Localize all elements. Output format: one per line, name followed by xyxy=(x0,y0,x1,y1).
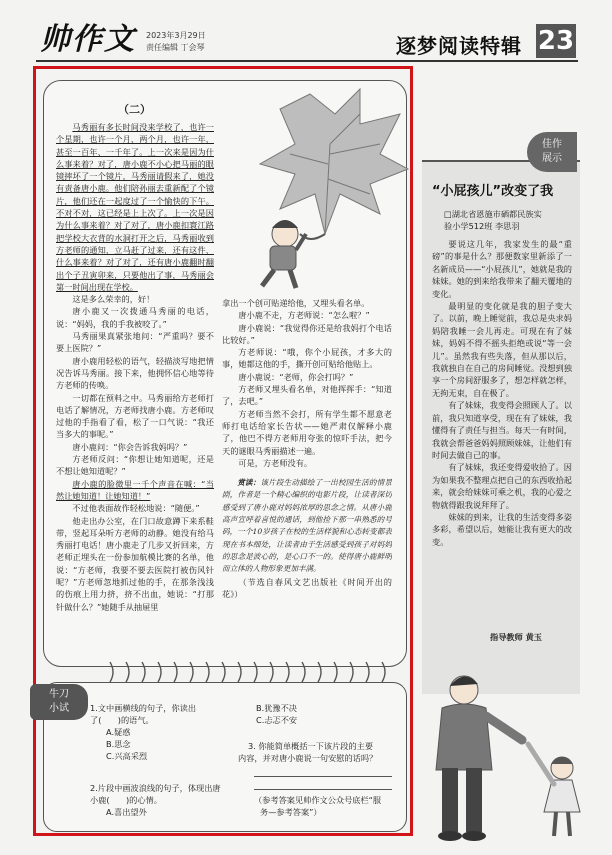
note-label: 赏读： xyxy=(237,478,261,488)
section-title: 逐梦阅读特辑 xyxy=(396,34,522,58)
essay-title: “小屁孩儿”改变了我 xyxy=(432,184,554,199)
essay-byline xyxy=(444,208,576,232)
question-1-line: 了( )的语气。 xyxy=(90,715,154,725)
exercise-tag xyxy=(30,684,88,720)
story-paragraph: 马秀丽果真紧张地问：“严重吗？要不要上医院？” xyxy=(56,331,214,354)
spacer xyxy=(90,762,240,782)
byline-line: 验小学512班 李思羽 xyxy=(444,221,520,231)
story-paragraph: 不过他表面故作轻松地说：“随便。” xyxy=(72,503,200,514)
answer-line[interactable] xyxy=(254,764,392,777)
essay-paragraph: 有了妹妹，我还变得爱收拾了。因为如果我不整理点把自己的东西收拾起来，就会给妹妹可乘之机，我的心爱之物就得跟我说拜拜了。 xyxy=(432,462,572,510)
question-1-option: C.兴高采烈 xyxy=(106,751,148,761)
story-paragraph: 方老师说：“哦，你个小屁孩，才多大的事，她都这他的手，撕开创可贴给他贴上。 xyxy=(222,347,392,370)
exercise-column-right xyxy=(238,702,398,818)
question-2-option: A.喜出望外 xyxy=(106,807,147,817)
story-paragraph: 马秀丽有多长时间没来学校了，也许一个星期，也许一个月，两个月，也许一年，甚至一百年、一千年了。上一次来是因为什么事来着？对了，唐小鹿不小心把马丽的眼镜摔坏了一个镜片，马秀丽请假来了，她没有责备唐小鹿。他们陪孙丽去重新配了个镜片，他们还在一起度过了一个愉快的下午。不对不对，这已经是上上次了。上一次是因为什么事来着？对了对了，唐小鹿扣寰江路把学校大衣背的水洞打开之后，马秀丽收到方老师的通知，立马赶了过来，还有这件，什么事来着？对了对了，还有唐小鹿翻时翻出个子丑寅卯来，只要他出了事，马秀丽会第一时间出现在学校。 xyxy=(56,122,214,292)
story-paragraph: 拿出一个创可贴递给他，又埋头看名单。 xyxy=(222,298,370,308)
issue-date: 2023年3月29日 xyxy=(146,31,206,40)
essay-paragraph: 妹妹的到来，让我的生活变得多姿多彩，希望以后，她能让我有更大的改变。 xyxy=(432,511,572,547)
essay-paragraph: 最明显的变化就是我的胆子变大了。以前，晚上睡觉前，我总是央求妈妈陪我睡一会儿再走。可现在有了妹妹，妈妈不得不摇头拒绝或说“等一会儿”。虽然我有些失落，但从那以后，我就独自在自己的房间睡觉。没想到独享一个房间舒服多了，想怎样就怎样，无拘无束，自在极了。 xyxy=(432,301,572,398)
page-number: 23 xyxy=(537,26,575,56)
story-paragraph: 唐小鹿问：“你会告诉我妈吗？” xyxy=(72,441,188,452)
header-divider xyxy=(36,60,578,62)
story-title: （二） xyxy=(118,103,151,116)
story-paragraph: 方老师又埋头看名单，对他挥挥手：“知道了，去吧。” xyxy=(222,384,392,407)
answer-note: 务—参考答案”） xyxy=(260,807,322,817)
essay-paragraph: 要说这几年，我家发生的最“重磅”的事是什么？那便数家里新添了一名新成员——“小屁孩儿”，她就是我的妹妹。她的到来给我带来了翻天覆地的变化。 xyxy=(432,239,572,299)
question-1-option: A.疑惑 xyxy=(106,727,131,737)
story-paragraph: 方老师反问：“你想让她知道呢，还是不想让她知道呢？” xyxy=(56,454,214,477)
story-paragraph: 唐小鹿用轻松的语气，轻描淡写地把情况告诉马秀丽。接下来，他拥怀信心地等待方老师的传唤。 xyxy=(56,355,214,391)
story-paragraph: 一切都在预料之中。马秀丽给方老师打电话了解情况，方老师找唐小鹿。方老师叹过他的手指看了看，松了一口气说：“我还当多大的事呢。” xyxy=(56,392,214,440)
question-3-line: 内容，并对唐小鹿说一句安慰的话吗？ xyxy=(238,753,378,763)
story-paragraph: 唐小鹿说：“老师，你会打吗？” xyxy=(238,371,354,382)
teacher-credit: 指导教师 黄玉 xyxy=(490,632,542,642)
story-paragraph: 可是，方老师没有。 xyxy=(238,457,313,468)
story-paragraph: 唐小鹿又一次拨通马秀丽的电话，说：“妈妈，我的手我被咬了。” xyxy=(56,306,214,329)
question-3-line: 3. 你能简单概括一下该片段的主要 xyxy=(248,741,374,751)
note-text: 该片段生动描绘了一出校园生活的情景剧，作者是一个精心编织的电影片段，让读者深切感受到了唐小鹿对妈妈浓厚的思念之情。从唐小鹿高声宣呼着喜悦的通话，到他捡下那一串熟悉的号码，一个10岁孩子在校的生活样貌和心态转变都表现在书本细处，让读者由于生活感受到孩子对妈妈的思念是波心的，是心口不一的。使得唐小鹿鲜明而立体的人物形象更加丰满。 xyxy=(222,478,392,574)
exercise-tag-line: 小试 xyxy=(49,703,69,714)
editor-credit: 责任编辑 丁会琴 xyxy=(146,43,205,52)
story-paragraph: 方老师当然不会打，所有学生都不愿意老师打电话给家长告状——她严肃仅解释小鹿了，他巴不得方老师用夸张的惊吓手法，把今天的谜眼马秀丽描述一遍。 xyxy=(222,408,392,456)
story-paragraph: 唐小鹿说：“我觉得你还是给我妈打个电话比较好。” xyxy=(222,322,392,345)
parent-child-illustration xyxy=(412,660,602,850)
question-2-line: 小鹿( )的心情。 xyxy=(90,795,162,805)
story-paragraph: 他走出办公室，在门口故意蹲下来系鞋带，竖起耳朵听方老师的动静。她没有给马秀丽打电话！唐小鹿走了几步又折回来，方老师正埋头在一份参加航模比赛的名单，他说：“方老师，我要不要去医院打被伤风针呢？”方老师忽地抓过他的手，在那条浅浅的伤痕上用力挤，挤不出血，她说：“打那针做什么？”她随手从抽屉里 xyxy=(56,515,214,612)
masthead: 帅作文 xyxy=(40,22,136,57)
featured-tag xyxy=(527,132,577,172)
essay-body xyxy=(432,238,572,638)
story-column-right xyxy=(222,297,392,657)
exercise-tag-line: 牛刀 xyxy=(49,689,69,700)
story-source: （节选自春风文艺出版社《时间开出的花》） xyxy=(222,576,392,599)
appreciation-note xyxy=(222,477,392,575)
answer-line[interactable] xyxy=(254,777,392,790)
exercise-column-left xyxy=(90,702,240,818)
byline-line: □湖北省恩施市硒都民族实 xyxy=(444,209,542,219)
essay-paragraph: 有了妹妹，我变得会照顾人了。以前，我只知道享受，现在有了妹妹，我懂得有了责任与担当。每天一有时间，我就会帮爸爸妈妈照顾妹妹，让他们有时间去做自己的事。 xyxy=(432,400,572,460)
question-1-option: B.犹豫不决 xyxy=(256,703,297,713)
question-1-option: B.思念 xyxy=(106,739,131,749)
question-1-option: C.忐忑不安 xyxy=(256,715,298,725)
story-paragraph: 唐小鹿不走，方老师说：“怎么啦？” xyxy=(238,310,370,321)
story-column-left xyxy=(56,121,214,651)
leaf-boy-illustration xyxy=(240,84,410,294)
story-paragraph: 唐小鹿的脸微里一千个声音在喊：“当然让她知道！让她知道！” xyxy=(56,478,214,501)
question-1-line: 1.文中画横线的句子，你读出 xyxy=(90,703,197,713)
spacer xyxy=(238,726,398,740)
story-paragraph: 这是多么荣幸的，好！ xyxy=(72,294,155,305)
featured-tag-line: 展示 xyxy=(542,153,562,164)
answer-note: （参考答案见帅作文公众号底栏“服 xyxy=(254,795,382,805)
featured-tag-line: 佳作 xyxy=(542,139,562,150)
question-2-line: 2.片段中画波浪线的句子，体现出唐 xyxy=(90,783,221,793)
